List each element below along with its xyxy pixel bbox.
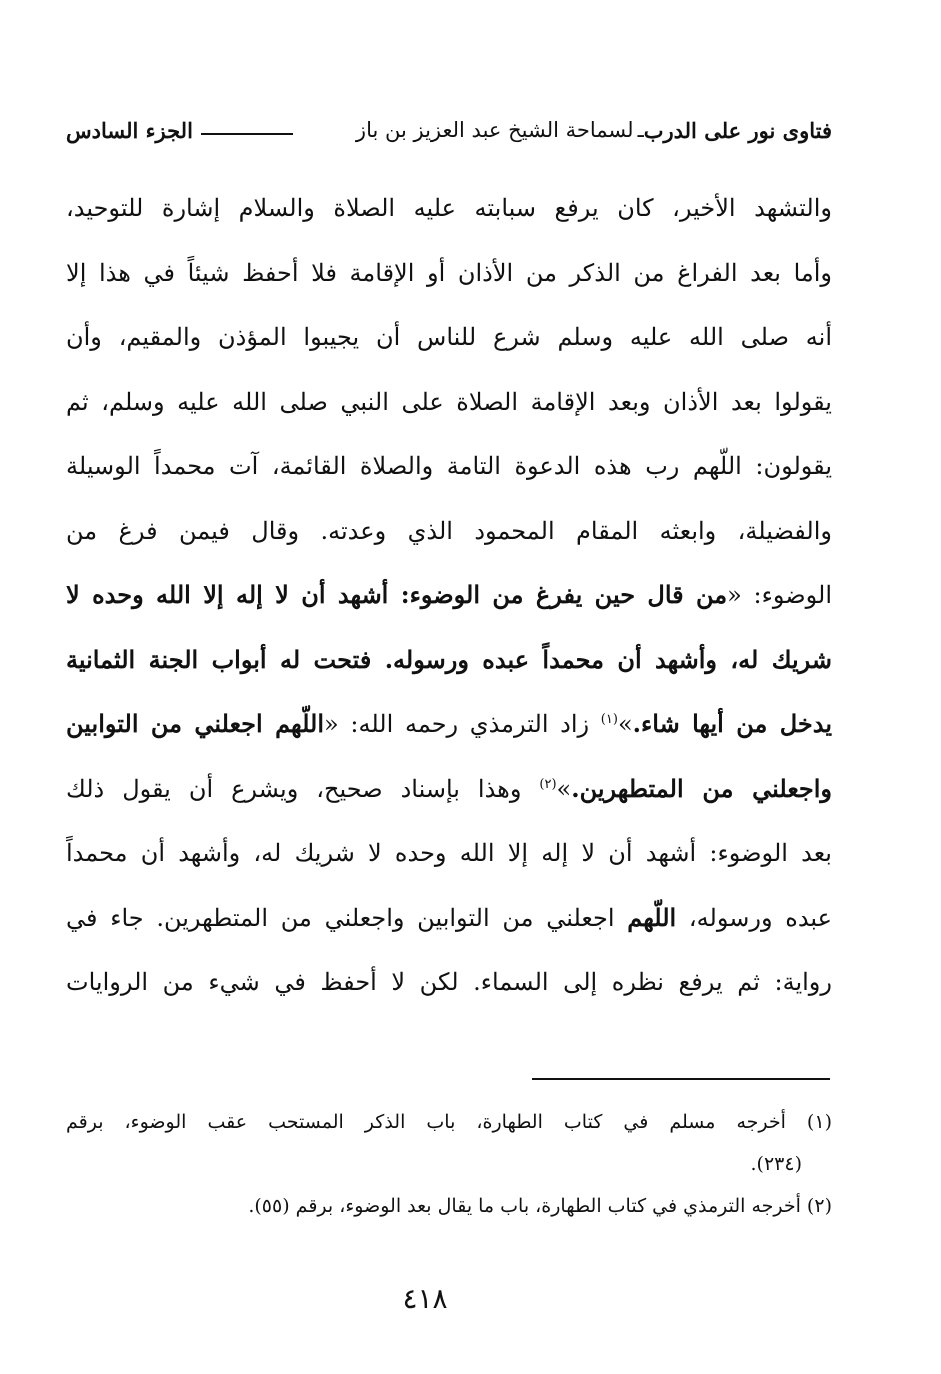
footnote-divider [532, 1078, 830, 1080]
body-text-span: عبده ورسوله، [676, 903, 832, 932]
volume-label: الجزء السادس [66, 117, 193, 143]
body-line [66, 563, 832, 628]
body-line: وأما بعد الفراغ من الذكر من الأذان أو الإقامة فلا أحفظ شيئاً في هذا إلا [66, 258, 832, 287]
quote-mark: » [556, 774, 572, 803]
hadith-text: يدخل من أيها شاء. [632, 709, 833, 738]
body-text [66, 176, 832, 1015]
hadith-text: اللّهم اجعلني من التوابين [66, 709, 325, 738]
footnote-1-continued: (٢٣٤). [750, 1153, 802, 1175]
dua-word: اللّهم [627, 902, 677, 932]
body-line: والتشهد الأخير، كان يرفع سبابته عليه الصلاة والسلام إشارة للتوحيد، [66, 194, 832, 222]
body-line: بعد الوضوء: أشهد أن لا إله إلا الله وحده لا شريك له، وأشهد أن محمداً [66, 839, 832, 867]
body-line: أنه صلى الله عليه وسلم شرع للناس أن يجيبوا المؤذن والمقيم، وأن [66, 323, 832, 351]
footnote-ref-2[interactable]: (٢) [539, 776, 557, 792]
hadith-line: شريك له، وأشهد أن محمداً عبده ورسوله. فتحت له أبواب الجنة الثمانية [66, 644, 832, 674]
footnotes [66, 1101, 832, 1227]
body-text-span: اجعلني من التوابين واجعلني من المتطهرين. جاء في [66, 903, 628, 932]
book-title: فتاوى نور على الدرب [643, 117, 832, 143]
footnote-2: (٢) أخرجه الترمذي في كتاب الطهارة، باب ما يقال بعد الوضوء، برقم (٥٥). [248, 1195, 832, 1217]
body-line [66, 692, 832, 757]
body-line: والفضيلة، وابعثه المقام المحمود الذي وعدته. وقال فيمن فرغ من [66, 516, 832, 545]
hadith-text: من قال حين يفرغ من الوضوء: أشهد أن لا إله إلا الله وحده لا [66, 580, 728, 609]
page-number: ٤١٨ [402, 1282, 448, 1315]
title-separator: ـ [637, 118, 644, 142]
author-name: لسماحة الشيخ عبد العزيز بن باز [355, 118, 634, 142]
body-text-span: وهذا بإسناد صحيح، ويشرع أن يقول ذلك [66, 774, 540, 803]
footnote-1: (١) أخرجه مسلم في كتاب الطهارة، باب الذكر المستحب عقب الوضوء، برقم [66, 1111, 832, 1133]
quote-mark: » [617, 710, 633, 738]
body-text-span: زاد الترمذي رحمه الله: « [324, 710, 601, 738]
running-head-title [356, 118, 832, 143]
body-line: يقولون: اللّهم رب هذه الدعوة التامة والصلاة القائمة، آت محمداً الوسيلة [66, 452, 833, 480]
body-line: رواية: ثم يرفع نظره إلى السماء. لكن لا أحفظ في شيء من الروايات [66, 968, 832, 996]
body-line [66, 886, 832, 951]
running-head [66, 112, 832, 148]
running-head-volume [66, 118, 301, 143]
running-head-rule [201, 133, 293, 135]
footnote-ref-1[interactable]: (١) [600, 712, 618, 727]
hadith-text: واجعلني من المتطهرين. [571, 773, 833, 803]
body-line [66, 757, 832, 822]
body-text-span: الوضوء: « [727, 581, 833, 609]
body-line: يقولوا بعد الأذان وبعد الإقامة الصلاة على النبي صلى الله عليه وسلم، ثم [66, 387, 832, 416]
